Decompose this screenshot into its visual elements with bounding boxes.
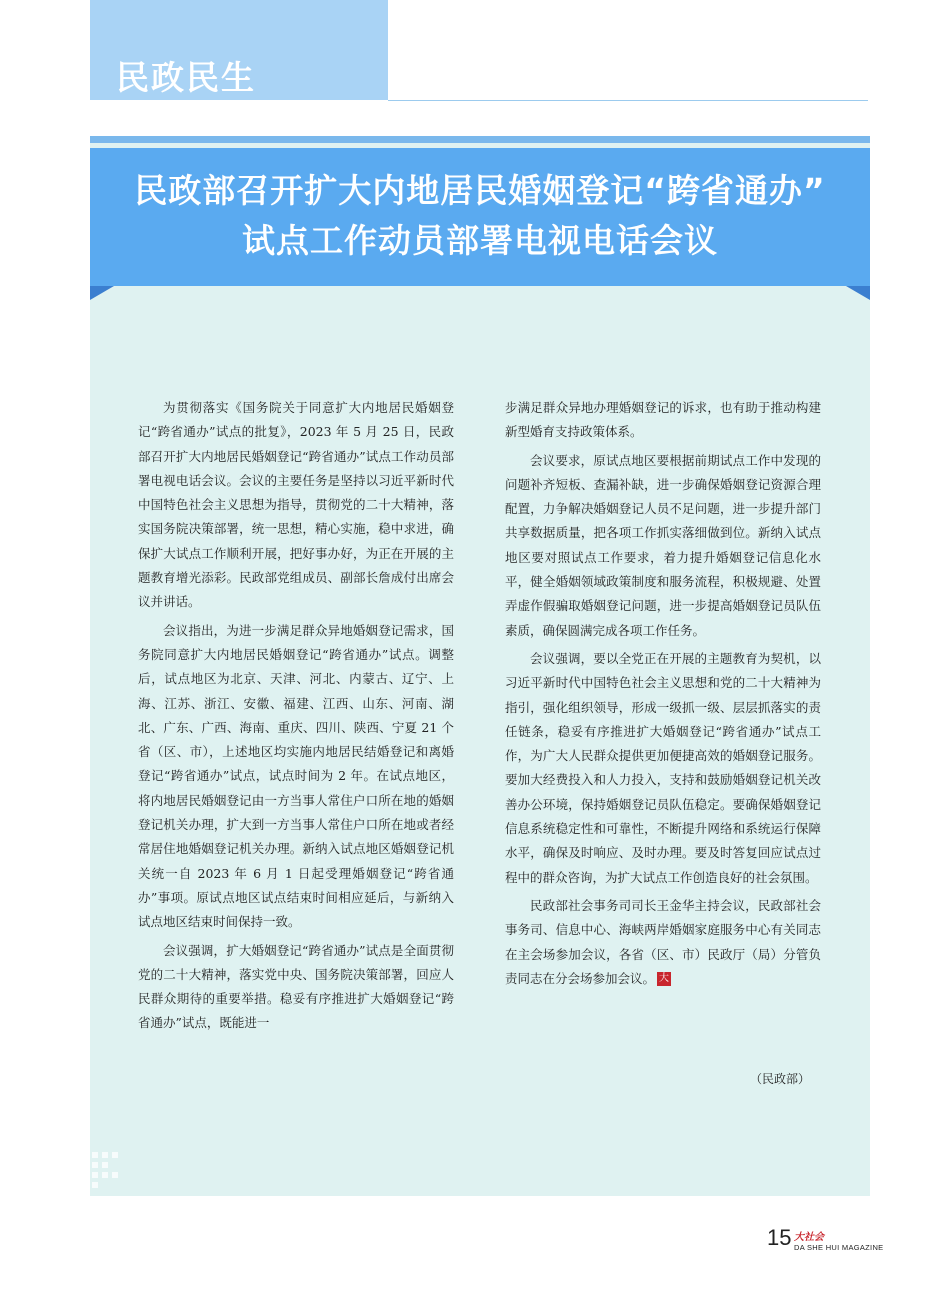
title-line-1: 民政部召开扩大内地居民婚姻登记“跨省通办” (134, 171, 826, 210)
banner-fold-left (90, 286, 114, 300)
paragraph: 会议要求，原试点地区要根据前期试点工作中发现的问题补齐短板、查漏补缺，进一步确保婚姻登记资源合理配置，力争解决婚姻登记人员不足问题，进一步提升部门共享数据质量，把各项工作抓实落细做到位。新纳入试点地区要对照试点工作要求，着力提升婚姻登记信息化水平，健全婚姻领域政策制度和服务流程，积极规避、处置弄虚作假骗取婚姻登记问题，进一步提高婚姻登记员队伍素质，确保圆满完成各项工作任务。 (505, 452, 821, 638)
section-label: 民政民生 (116, 58, 256, 97)
right-column (505, 396, 821, 995)
title-banner (90, 148, 870, 286)
header-rule (388, 100, 868, 101)
title-line-2: 试点工作动员部署电视电话会议 (242, 221, 718, 260)
magazine-name: DA SHE HUI MAGAZINE (794, 1243, 884, 1252)
section-tab (90, 0, 388, 100)
paragraph: 为贯彻落实《国务院关于同意扩大内地居民婚姻登记“跨省通办”试点的批复》，2023 年 5 月 25 日，民政部召开扩大内地居民婚姻登记“跨省通办”试点工作动员部署电视电话会议。会议的主要任务是坚持以习近平新时代中国特色社会主义思想为指导，贯彻党的二十大精神，落实国务院决策部署，统一思想，精心实施，稳中求进，确保扩大试点工作顺利开展，把好事办好，为正在开展的主题教育增光添彩。民政部党组成员、副部长詹成付出席会议并讲话。 (138, 400, 454, 610)
paragraph-continued: 步满足群众异地办理婚姻登记的诉求，也有助于推动构建新型婚育支持政策体系。 (505, 400, 821, 440)
page-number: 15 (767, 1225, 792, 1250)
paragraph: 会议强调，要以全党正在开展的主题教育为契机，以习近平新时代中国特色社会主义思想和党的二十大精神为指引，强化组织领导，形成一级抓一级、层层抓落实的责任链条，稳妥有序推进扩大婚姻登记“跨省通办”试点工作，为广大人民群众提供更加便捷高效的婚姻登记服务。要加大经费投入和人力投入，支持和鼓励婚姻登记机关改善办公环境，保持婚姻登记员队伍稳定。要确保婚姻登记信息系统稳定性和可靠性，不断提升网络和系统运行保障水平，确保及时响应、及时办理。要及时答复回应试点过程中的群众咨询，为扩大试点工作创造良好的社会氛围。 (505, 650, 821, 885)
banner-fold-right (846, 286, 870, 300)
paragraph: 会议强调，扩大婚姻登记“跨省通办”试点是全面贯彻党的二十大精神，落实党中央、国务院决策部署，回应人民群众期待的重要举措。稳妥有序推进扩大婚姻登记“跨省通办”试点，既能进一 (138, 942, 454, 1031)
paragraph: 会议指出，为进一步满足群众异地婚姻登记需求，国务院同意扩大内地居民婚姻登记“跨省通办”试点。调整后，试点地区为北京、天津、河北、内蒙古、辽宁、上海、江苏、浙江、安徽、福建、江西、山东、河南、湖北、广东、广西、海南、重庆、四川、陕西、宁夏 21 个省（区、市），上述地区均实施内地居民结婚登记和离婚登记“跨省通办”试点，试点时间为 2 年。在试点地区，将内地居民婚姻登记由一方当事人常住户口所在地的婚姻登记机关办理，扩大到一方当事人常住户口所在地或者经常居住地婚姻登记机关办理。新纳入试点地区婚姻登记机关统一自 2023 年 6 月 1 日起受理婚姻登记“跨省通办”事项。原试点地区试点结束时间相应延后，与新纳入试点地区结束时间保持一致。 (138, 622, 454, 930)
left-column (138, 396, 454, 1040)
article-title (90, 166, 870, 266)
end-mark-icon: 大 (659, 973, 670, 985)
banner-top-line (90, 136, 870, 143)
closing-text: 民政部社会事务司司长王金华主持会议，民政部社会事务司、信息中心、海峡两岸婚姻家庭服务中心有关同志在主会场参加会议，各省（区、市）民政厅（局）分管负责同志在分会场参加会议。 (505, 897, 821, 986)
dot-pattern (90, 1150, 120, 1196)
magazine-logo: 大社会 (794, 1232, 824, 1243)
article-source: （民政部） (749, 1072, 810, 1086)
closing-paragraph (505, 894, 821, 991)
